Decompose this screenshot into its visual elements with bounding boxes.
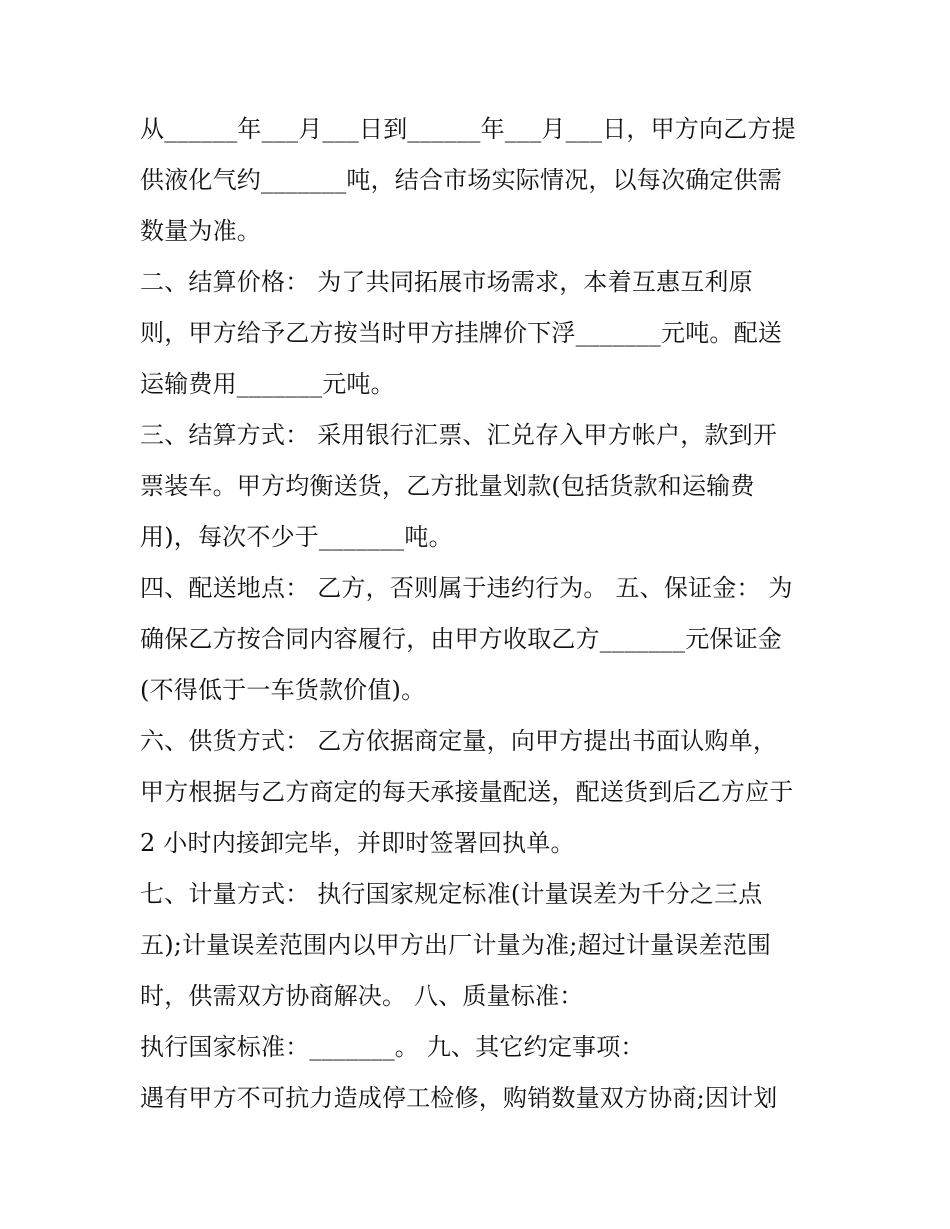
- text-line-14: 甲方根据与乙方商定的每天承接量配送，配送货到后乙方应于: [140, 778, 794, 806]
- text-line-11: 确保乙方按合同内容履行，由甲方收取乙方_______元保证金: [140, 625, 782, 653]
- text-line-2: 供液化气约_______吨，结合市场实际情况，以每次确定供需: [140, 166, 782, 194]
- text-line-8: 票装车。甲方均衡送货，乙方批量划款(包括货款和运输费: [140, 472, 755, 500]
- text-line-17: 五);计量误差范围内以甲方出厂计量为准;超过计量误差范围: [140, 931, 772, 959]
- text-line-15: 2 小时内接卸完毕，并即时签署回执单。: [140, 829, 575, 857]
- text-line-3: 数量为准。: [140, 217, 261, 245]
- text-line-16: 七、计量方式： 执行国家规定标准(计量误差为千分之三点: [140, 880, 763, 908]
- text-line-1: 从______年___月___日到______年___月___日，甲方向乙方提: [140, 115, 796, 143]
- document-page: [140, 104, 820, 1124]
- text-line-9: 用)，每次不少于_______吨。: [140, 523, 453, 551]
- text-line-20: 遇有甲方不可抗力造成停工检修，购销数量双方协商;因计划: [140, 1084, 778, 1112]
- text-line-7: 三、结算方式： 采用银行汇票、汇兑存入甲方帐户，款到开: [140, 421, 778, 449]
- text-line-12: (不得低于一车货款价值)。: [140, 676, 426, 704]
- text-line-18: 时，供需双方协商解决。 八、质量标准：: [140, 982, 584, 1010]
- text-line-13: 六、供货方式： 乙方依据商定量，向甲方提出书面认购单，: [140, 727, 778, 755]
- text-line-19: 执行国家标准：_______。 九、其它约定事项：: [140, 1033, 645, 1061]
- text-line-10: 四、配送地点： 乙方，否则属于违约行为。 五、保证金： 为: [140, 574, 793, 602]
- text-line-5: 则，甲方给予乙方按当时甲方挂牌价下浮_______元吨。配送: [140, 319, 782, 347]
- text-line-6: 运输费用_______元吨。: [140, 370, 395, 398]
- text-line-4: 二、结算价格： 为了共同拓展市场需求，本着互惠互利原: [140, 268, 753, 296]
